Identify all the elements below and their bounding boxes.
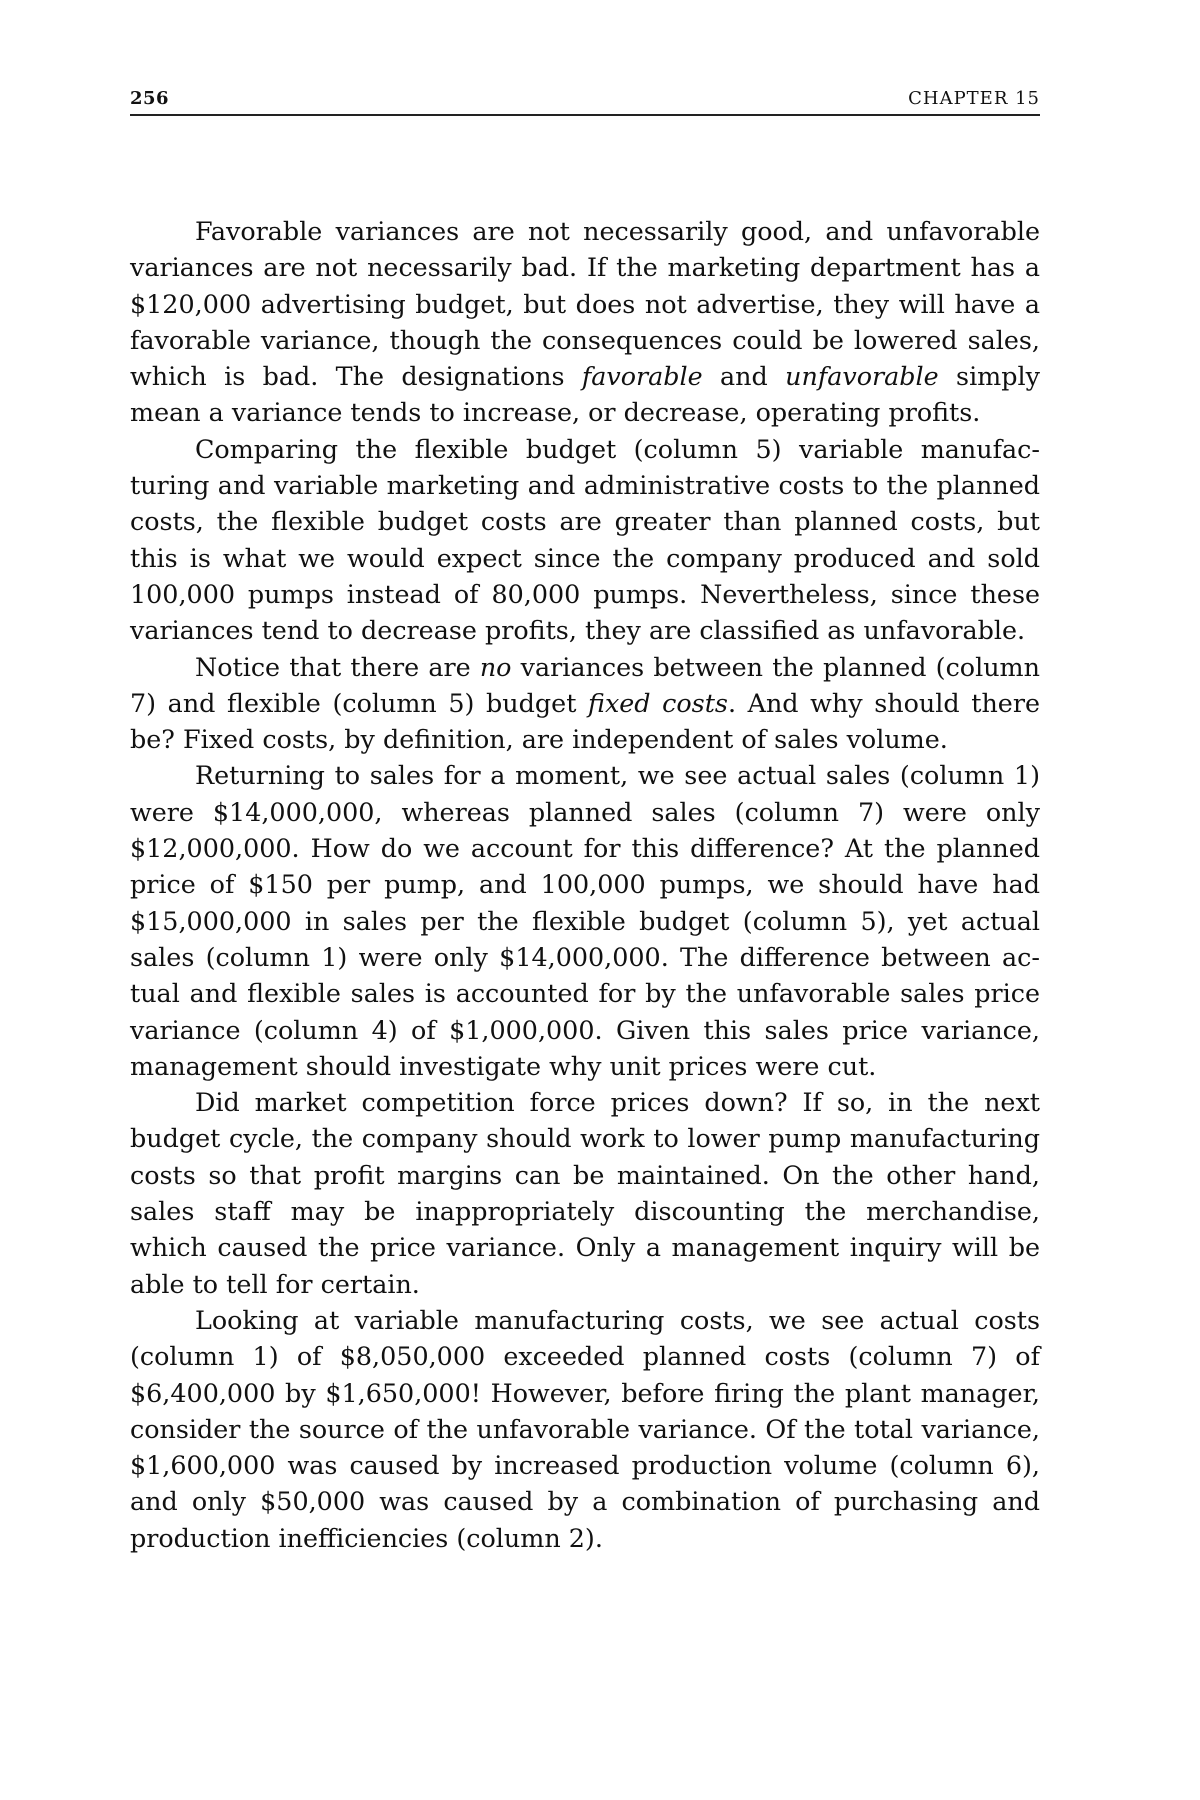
paragraph-manufacturing-costs: Looking at variable manufacturing costs, we see actual costs (column 1) of $8,050,000 exceeded planned costs (column 7) of $6,400,000 by $1,650,000! However, before firing the plant manager, consider the source of the unfavorable variance. Of the total variance, $1,600,000 was caused by increased production volume (column 6), and only $50,000 was caused by a combination of purchasing and production inefficiencies (column 2). [130,1304,1040,1553]
paragraph-favorable-variances [130,213,1040,431]
text-segment: variances between the planned (column 7) and flexible (column 5) budget [130,651,1040,718]
text-segment: simply mean a variance tends to increase, or decrease, operating profits. [130,361,1040,428]
paragraph-fixed-costs [130,649,1040,758]
body-text [130,213,1040,1556]
italic-term-fixed-costs: fixed costs [588,687,728,718]
paragraph-flexible-budget: Comparing the flexible budget (column 5) variable manufacturing and variable marketing and administrative costs to the planned costs, the flexible budget costs are greater than planned costs, but this is what we would expect since the company produced and sold 100,000 pumps instead of 80,000 pumps. Nevertheless, since these variances tend to decrease profits, they are classified as unfavorable. [130,433,1040,646]
text-segment: and [702,361,786,392]
page-number: 256 [130,88,170,109]
text-segment: Notice that there are [195,651,480,682]
italic-term-unfavorable: unfavorable [785,361,939,392]
italic-term-no: no [479,651,512,682]
running-head [130,84,1040,116]
chapter-label: CHAPTER 15 [908,88,1040,109]
italic-term-favorable: favorable [581,361,703,392]
paragraph-sales-difference: Returning to sales for a moment, we see actual sales (column 1) were $14,000,000, whereas planned sales (column 7) were only $12,000,000. How do we account for this difference? At the planned price of $150 per pump, and 100,000 pumps, we should have had $15,000,000 in sales per the flexible budget (column 5), yet actual sales (column 1) were only $14,000,000. The difference between actual and flexible sales is accounted for by the unfavorable sales price variance (column 4) of $1,000,000. Given this sales price variance, management should investigate why unit prices were cut. [130,760,1040,1081]
text-segment: Favorable variances are not necessarily good, and unfavorable variances are not necessarily bad. If the marketing department has a $120,000 advertising budget, but does not advertise, they will have a favorable variance, though the consequences could be lowered sales, which is bad. The designations [130,216,1040,392]
paragraph-market-competition: Did market competition force prices down? If so, in the next budget cycle, the company should work to lower pump manufacturing costs so that profit margins can be maintained. On the other hand, sales staff may be inappropriately discounting the merchandise, which caused the price variance. Only a management inquiry will be able to tell for certain. [130,1087,1040,1299]
text-segment: . And why should there be? Fixed costs, by definition, are independent of sales volume. [130,687,1040,755]
